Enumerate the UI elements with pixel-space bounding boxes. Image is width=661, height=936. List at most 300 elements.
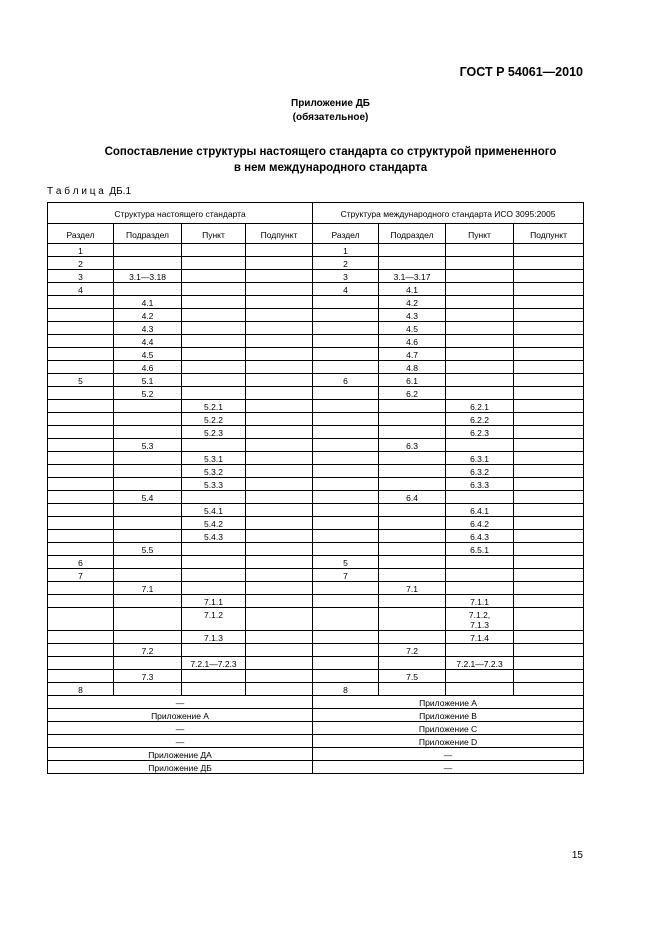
table-cell — [514, 439, 584, 452]
table-cell — [514, 283, 584, 296]
table-row — [48, 400, 584, 413]
title-line-2: в нем международного стандарта — [233, 162, 428, 174]
table-cell — [246, 270, 313, 283]
table-cell — [48, 670, 114, 683]
table-cell — [48, 631, 114, 644]
table-cell — [182, 335, 246, 348]
table-cell — [182, 569, 246, 582]
table-cell: 6.4.2 — [446, 517, 514, 530]
table-row — [48, 309, 584, 322]
table-cell — [446, 644, 514, 657]
table-cell — [446, 309, 514, 322]
table-cell — [446, 683, 514, 696]
table-cell — [114, 683, 182, 696]
table-cell — [514, 631, 584, 644]
table-cell — [48, 582, 114, 595]
table-cell: 6.2 — [379, 387, 446, 400]
appendix-type: (обязательное) — [292, 112, 369, 123]
table-cell — [114, 556, 182, 569]
table-cell: 6.4.1 — [446, 504, 514, 517]
table-cell — [514, 361, 584, 374]
table-row — [48, 361, 584, 374]
table-cell — [48, 335, 114, 348]
table-cell — [246, 283, 313, 296]
table-cell — [48, 309, 114, 322]
table-cell — [114, 631, 182, 644]
title-line-1: Сопоставление структуры настоящего стандарта со структурой примененного — [104, 146, 557, 158]
appendix-cell: Приложение D — [313, 735, 584, 748]
table-cell — [514, 556, 584, 569]
table-cell — [446, 335, 514, 348]
table-cell — [514, 244, 584, 257]
table-cell: 5.2 — [114, 387, 182, 400]
table-row — [48, 530, 584, 543]
table-cell — [182, 374, 246, 387]
table-cell — [446, 361, 514, 374]
appendix-heading — [0, 97, 661, 125]
table-cell — [514, 582, 584, 595]
table-cell — [379, 426, 446, 439]
group-header-right: Структура международного стандарта ИСО 3095:2005 — [313, 203, 584, 224]
table-cell — [446, 296, 514, 309]
table-cell — [182, 582, 246, 595]
table-cell — [379, 244, 446, 257]
table-cell — [114, 400, 182, 413]
table-cell — [313, 644, 379, 657]
table-cell: 6.3.1 — [446, 452, 514, 465]
table-row — [48, 608, 584, 631]
table-cell: 7.1.2, 7.1.3 — [446, 608, 514, 631]
table-cell: 5.3 — [114, 439, 182, 452]
table-cell — [182, 439, 246, 452]
table-cell — [246, 670, 313, 683]
table-cell: 3 — [313, 270, 379, 283]
table-cell — [182, 556, 246, 569]
table-cell — [446, 374, 514, 387]
table-cell: 4.7 — [379, 348, 446, 361]
appendix-cell: — — [313, 761, 584, 774]
table-cell: 5.5 — [114, 543, 182, 556]
table-cell: 5.1 — [114, 374, 182, 387]
table-cell — [246, 465, 313, 478]
table-cell — [114, 478, 182, 491]
table-cell: 5.3.3 — [182, 478, 246, 491]
appendix-cell: Приложение С — [313, 722, 584, 735]
table-cell — [313, 595, 379, 608]
table-cell: 7.1 — [114, 582, 182, 595]
table-cell — [246, 644, 313, 657]
table-cell: 6.2.2 — [446, 413, 514, 426]
table-cell — [246, 556, 313, 569]
table-cell — [114, 465, 182, 478]
table-cell — [48, 657, 114, 670]
table-cell — [246, 400, 313, 413]
table-cell — [514, 491, 584, 504]
table-cell — [246, 309, 313, 322]
table-row — [48, 452, 584, 465]
table-cell: 5.3.2 — [182, 465, 246, 478]
table-row — [48, 504, 584, 517]
table-cell: 6 — [48, 556, 114, 569]
table-cell — [446, 283, 514, 296]
table-cell: 7.2 — [114, 644, 182, 657]
appendix-cell: — — [48, 722, 313, 735]
table-cell — [182, 322, 246, 335]
table-cell — [313, 491, 379, 504]
table-cell — [48, 400, 114, 413]
column-header-row — [48, 224, 584, 244]
table-cell — [313, 296, 379, 309]
table-cell — [48, 517, 114, 530]
document-title — [0, 144, 661, 176]
table-cell — [514, 296, 584, 309]
table-cell — [246, 387, 313, 400]
table-cell — [114, 257, 182, 270]
table-cell — [313, 361, 379, 374]
table-cell: 7.1.4 — [446, 631, 514, 644]
table-cell — [379, 631, 446, 644]
appendix-cell: Приложение А — [313, 696, 584, 709]
table-cell: 4.3 — [114, 322, 182, 335]
table-cell — [514, 322, 584, 335]
table-cell — [446, 348, 514, 361]
column-header: Раздел — [313, 224, 379, 244]
table-cell — [379, 452, 446, 465]
table-row — [48, 491, 584, 504]
table-cell — [246, 439, 313, 452]
table-row — [48, 374, 584, 387]
table-cell — [446, 569, 514, 582]
table-row — [48, 348, 584, 361]
table-cell — [313, 504, 379, 517]
group-header-row — [48, 203, 584, 224]
table-cell: 7.2 — [379, 644, 446, 657]
table-cell — [514, 374, 584, 387]
table-cell — [246, 595, 313, 608]
table-cell: 4 — [48, 283, 114, 296]
table-cell: 7.1.2 — [182, 608, 246, 631]
table-cell — [446, 439, 514, 452]
table-row — [48, 478, 584, 491]
table-cell — [182, 670, 246, 683]
table-cell: 6.2.3 — [446, 426, 514, 439]
appendix-cell: Приложение ДБ — [48, 761, 313, 774]
appendix-title: Приложение ДБ — [291, 98, 370, 109]
table-cell — [313, 348, 379, 361]
group-header-left: Структура настоящего стандарта — [48, 203, 313, 224]
table-cell — [379, 595, 446, 608]
table-row — [48, 465, 584, 478]
table-cell: 5.2.3 — [182, 426, 246, 439]
table-row — [48, 657, 584, 670]
table-cell: 4.1 — [114, 296, 182, 309]
table-cell — [313, 631, 379, 644]
table-cell — [246, 478, 313, 491]
table-cell: 5.4.1 — [182, 504, 246, 517]
table-cell — [313, 387, 379, 400]
table-cell — [48, 296, 114, 309]
table-cell — [246, 348, 313, 361]
table-cell — [114, 530, 182, 543]
table-cell — [446, 670, 514, 683]
table-row — [48, 683, 584, 696]
appendix-cell: — — [48, 735, 313, 748]
table-cell: 5.2.2 — [182, 413, 246, 426]
table-cell — [379, 504, 446, 517]
table-cell — [246, 361, 313, 374]
table-cell — [446, 387, 514, 400]
table-cell: 4.8 — [379, 361, 446, 374]
table-cell — [182, 387, 246, 400]
table-cell: 1 — [313, 244, 379, 257]
table-cell — [48, 387, 114, 400]
table-cell: 6.4.3 — [446, 530, 514, 543]
table-cell — [379, 683, 446, 696]
table-cell: 6.5.1 — [446, 543, 514, 556]
table-cell — [313, 439, 379, 452]
table-cell — [514, 335, 584, 348]
table-cell — [48, 426, 114, 439]
table-cell — [246, 683, 313, 696]
table-cell — [246, 452, 313, 465]
table-cell — [182, 257, 246, 270]
table-cell — [114, 595, 182, 608]
table-row — [48, 283, 584, 296]
table-cell: 4.4 — [114, 335, 182, 348]
table-cell — [379, 257, 446, 270]
table-row — [48, 631, 584, 644]
column-header: Пункт — [446, 224, 514, 244]
table-cell: 6.3.2 — [446, 465, 514, 478]
appendix-cell: — — [48, 696, 313, 709]
table-cell — [182, 491, 246, 504]
table-cell — [514, 517, 584, 530]
table-cell — [114, 504, 182, 517]
table-cell: 5.4 — [114, 491, 182, 504]
table-cell — [313, 657, 379, 670]
table-cell: 5.4.3 — [182, 530, 246, 543]
table-cell: 4.6 — [379, 335, 446, 348]
table-cell — [48, 413, 114, 426]
table-cell — [48, 439, 114, 452]
table-cell — [182, 270, 246, 283]
table-cell — [514, 309, 584, 322]
table-cell — [48, 644, 114, 657]
appendix-row — [48, 761, 584, 774]
column-header: Подпункт — [246, 224, 313, 244]
appendix-row — [48, 748, 584, 761]
table-cell — [48, 608, 114, 631]
table-row — [48, 582, 584, 595]
table-cell — [379, 478, 446, 491]
table-cell — [514, 670, 584, 683]
table-cell — [514, 400, 584, 413]
table-cell: 4.2 — [114, 309, 182, 322]
table-cell — [313, 335, 379, 348]
table-cell: 7.1 — [379, 582, 446, 595]
table-cell — [313, 452, 379, 465]
table-cell — [48, 452, 114, 465]
table-cell — [48, 348, 114, 361]
table-cell: 7 — [48, 569, 114, 582]
table-cell — [114, 569, 182, 582]
table-cell — [514, 530, 584, 543]
table-cell — [246, 569, 313, 582]
table-cell — [114, 426, 182, 439]
table-cell — [48, 595, 114, 608]
table-cell — [48, 543, 114, 556]
table-cell: 8 — [313, 683, 379, 696]
table-cell — [446, 582, 514, 595]
appendix-cell: Приложение А — [48, 709, 313, 722]
table-cell — [114, 244, 182, 257]
table-cell — [514, 348, 584, 361]
table-cell — [514, 387, 584, 400]
table-cell — [246, 543, 313, 556]
table-cell — [48, 530, 114, 543]
table-cell: 7.1.1 — [182, 595, 246, 608]
table-row — [48, 644, 584, 657]
appendix-row — [48, 709, 584, 722]
table-cell: 7.2.1—7.2.3 — [182, 657, 246, 670]
table-cell — [246, 657, 313, 670]
table-cell — [313, 309, 379, 322]
table-cell — [379, 543, 446, 556]
table-cell — [246, 582, 313, 595]
table-cell — [514, 644, 584, 657]
table-cell — [379, 569, 446, 582]
table-cell — [182, 644, 246, 657]
table-row — [48, 257, 584, 270]
table-cell — [379, 608, 446, 631]
table-cell — [379, 556, 446, 569]
table-cell — [313, 400, 379, 413]
table-cell — [182, 543, 246, 556]
table-row — [48, 270, 584, 283]
table-cell — [313, 530, 379, 543]
table-cell — [313, 517, 379, 530]
table-cell: 3.1—3.17 — [379, 270, 446, 283]
table-cell — [514, 504, 584, 517]
table-cell — [313, 543, 379, 556]
table-cell — [246, 517, 313, 530]
table-cell — [246, 374, 313, 387]
table-cell — [246, 504, 313, 517]
table-cell: 4.5 — [114, 348, 182, 361]
table-cell — [379, 517, 446, 530]
table-cell: 5.2.1 — [182, 400, 246, 413]
table-row — [48, 335, 584, 348]
table-cell: 5.4.2 — [182, 517, 246, 530]
appendix-row — [48, 722, 584, 735]
table-cell — [313, 478, 379, 491]
table-cell: 8 — [48, 683, 114, 696]
table-cell — [313, 413, 379, 426]
table-cell — [182, 309, 246, 322]
table-cell — [114, 608, 182, 631]
table-cell: 7.3 — [114, 670, 182, 683]
table-row — [48, 670, 584, 683]
table-row — [48, 296, 584, 309]
table-row — [48, 595, 584, 608]
table-row — [48, 244, 584, 257]
table-cell: 4.6 — [114, 361, 182, 374]
table-cell — [514, 413, 584, 426]
table-row — [48, 517, 584, 530]
table-cell — [114, 283, 182, 296]
table-cell — [246, 413, 313, 426]
table-cell — [246, 491, 313, 504]
table-cell: 2 — [313, 257, 379, 270]
table-cell — [246, 322, 313, 335]
table-cell — [446, 322, 514, 335]
appendix-row — [48, 735, 584, 748]
appendix-cell: — — [313, 748, 584, 761]
page-number: 15 — [571, 850, 583, 861]
table-cell: 4.3 — [379, 309, 446, 322]
table-cell — [246, 530, 313, 543]
table-cell — [48, 465, 114, 478]
table-cell — [182, 348, 246, 361]
table-cell: 6.4 — [379, 491, 446, 504]
column-header: Подраздел — [379, 224, 446, 244]
standard-number: ГОСТ Р 54061—2010 — [459, 65, 583, 79]
table-cell — [182, 361, 246, 374]
table-cell — [246, 296, 313, 309]
table-cell — [446, 244, 514, 257]
table-cell — [313, 322, 379, 335]
table-cell — [379, 530, 446, 543]
table-cell: 5.3.1 — [182, 452, 246, 465]
table-cell: 4.1 — [379, 283, 446, 296]
table-cell: 6.3.3 — [446, 478, 514, 491]
table-cell: 1 — [48, 244, 114, 257]
table-caption: Т а б л и ц а ДБ.1 — [47, 186, 132, 197]
table-cell — [514, 569, 584, 582]
table-cell — [246, 257, 313, 270]
table-row — [48, 543, 584, 556]
table-cell — [246, 244, 313, 257]
table-cell: 5 — [48, 374, 114, 387]
table-cell: 7.2.1—7.2.3 — [446, 657, 514, 670]
table-cell — [114, 452, 182, 465]
table-cell — [313, 608, 379, 631]
table-cell — [48, 491, 114, 504]
table-cell — [182, 296, 246, 309]
table-cell: 2 — [48, 257, 114, 270]
table-cell: 4.2 — [379, 296, 446, 309]
table-cell: 6.3 — [379, 439, 446, 452]
table-cell — [514, 465, 584, 478]
table-cell — [514, 657, 584, 670]
table-cell — [446, 556, 514, 569]
table-cell — [48, 322, 114, 335]
appendix-cell: Приложение ДА — [48, 748, 313, 761]
table-cell — [514, 543, 584, 556]
table-cell — [313, 582, 379, 595]
table-cell — [182, 283, 246, 296]
table-cell — [313, 465, 379, 478]
table-row — [48, 413, 584, 426]
table-cell: 7.5 — [379, 670, 446, 683]
table-cell: 3 — [48, 270, 114, 283]
column-header: Подраздел — [114, 224, 182, 244]
table-cell — [313, 426, 379, 439]
table-cell — [48, 478, 114, 491]
table-cell — [514, 608, 584, 631]
table-cell: 3.1—3.18 — [114, 270, 182, 283]
table-cell — [379, 400, 446, 413]
